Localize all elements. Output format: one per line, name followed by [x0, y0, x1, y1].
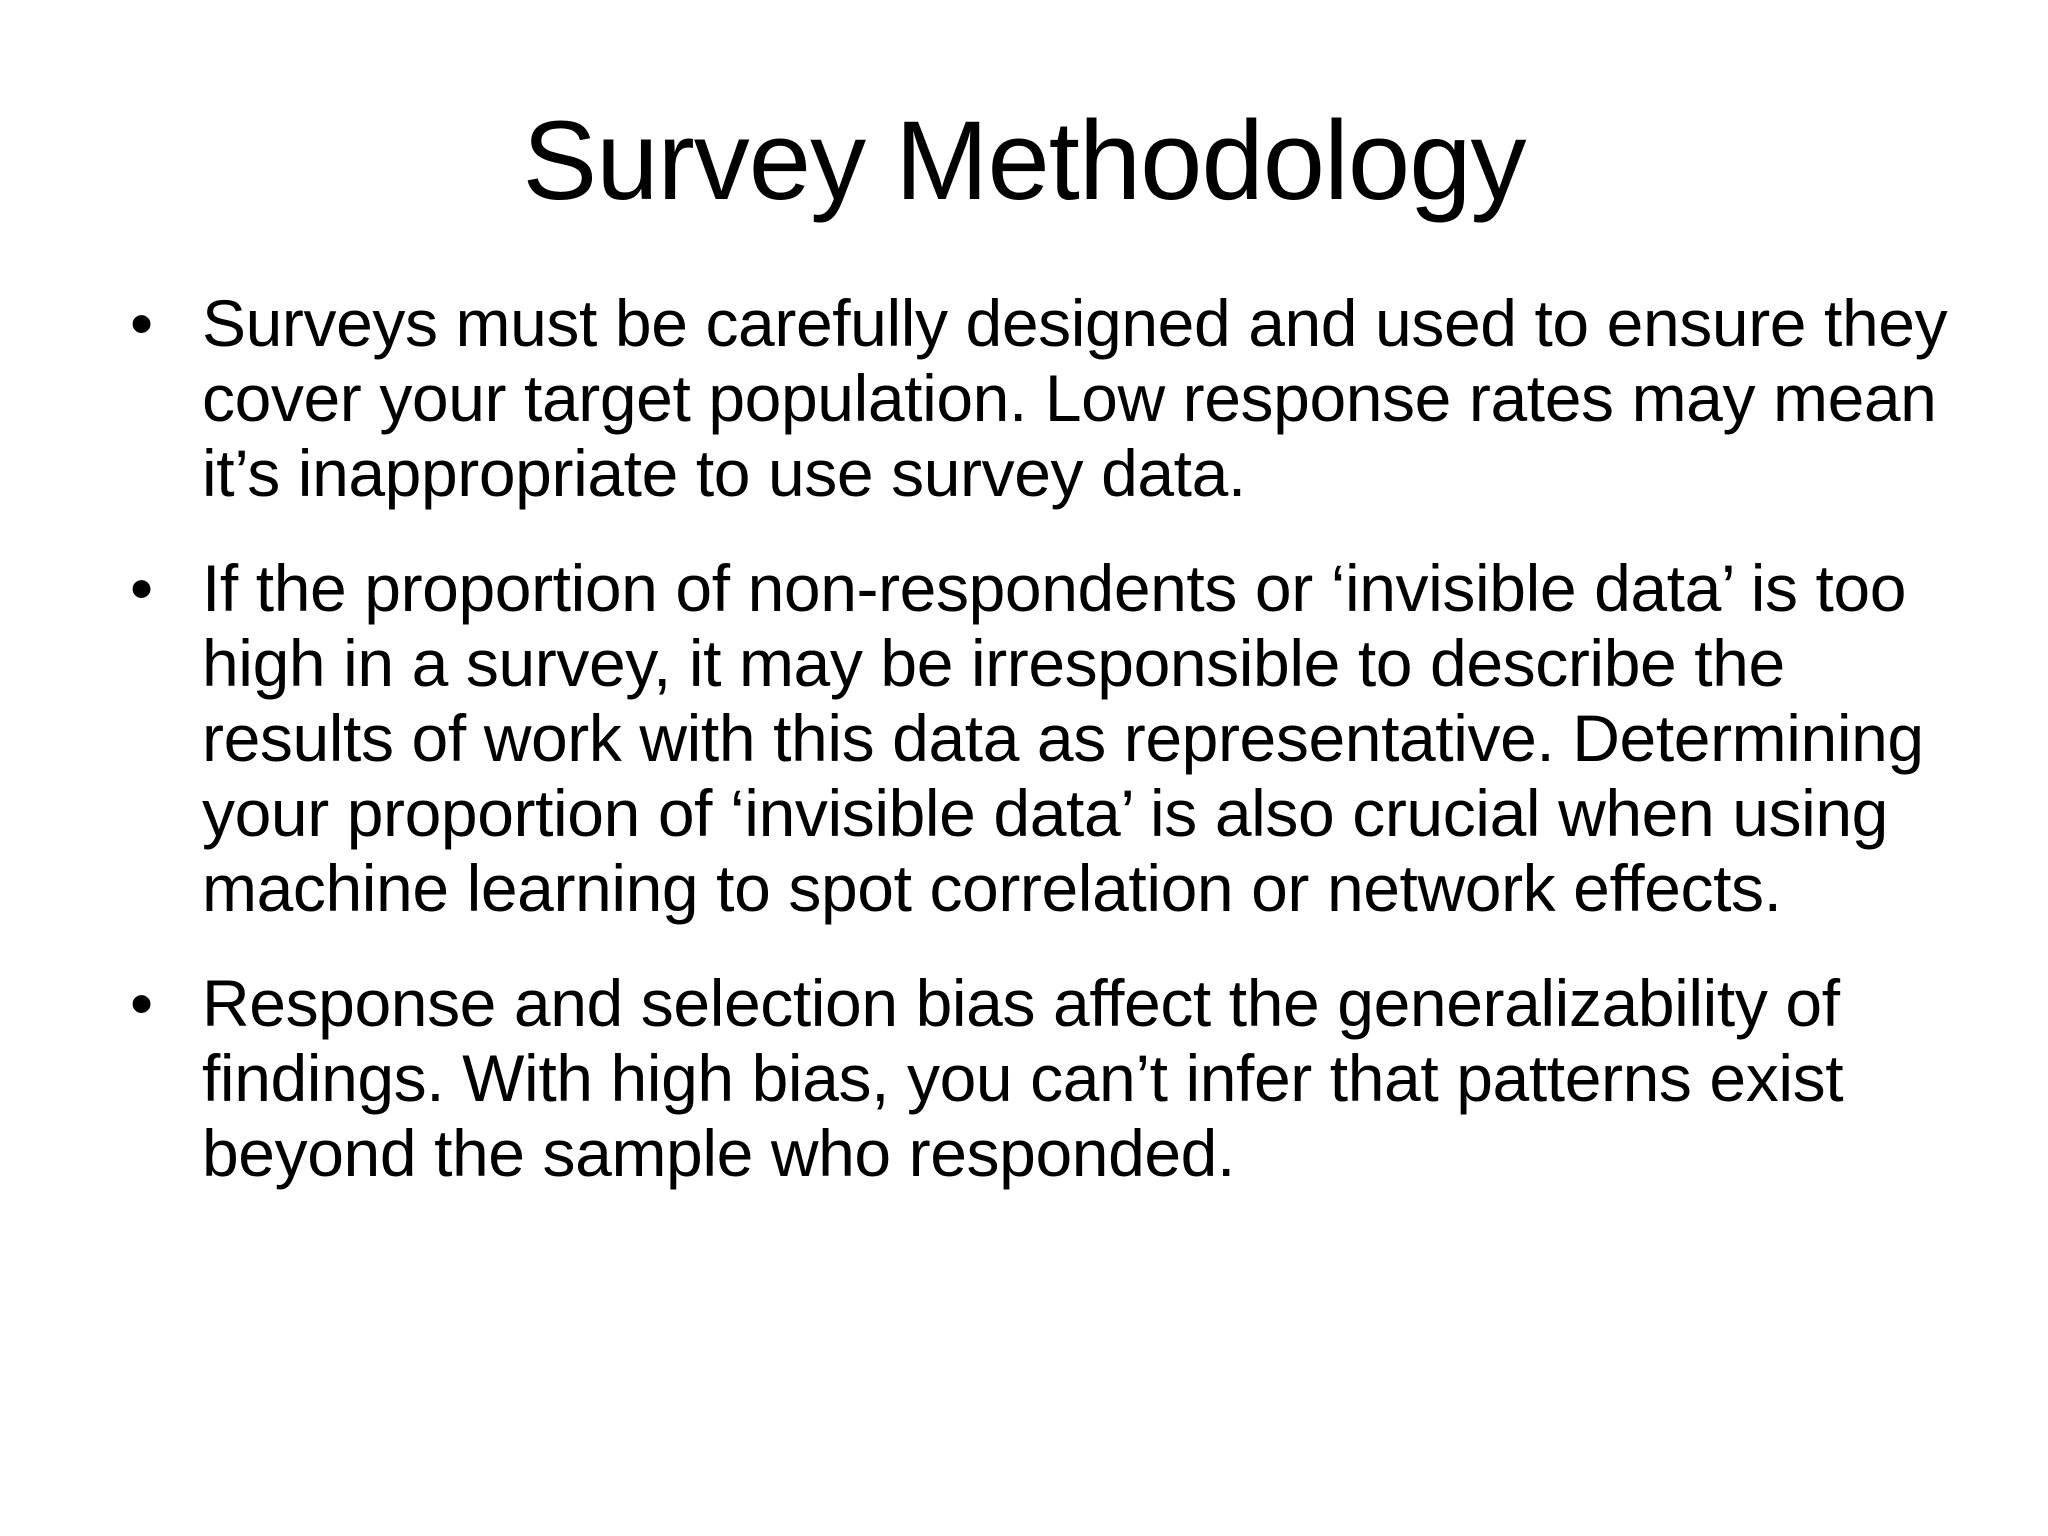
- bullet-text: Surveys must be carefully designed and used to ensure they cover your target population. Low response rates may mean it’s inappropriate to use survey data.: [202, 286, 1948, 510]
- slide-title: Survey Methodology: [522, 98, 1526, 223]
- bullet-list: [120, 286, 1950, 1231]
- bullet-text: If the proportion of non-respondents or ‘invisible data’ is too high in a survey, it may be irresponsible to describe the results of work with this data as representative. Determining your proportion of ‘invisible data’ is also crucial when using machine learning to spot correlation or network effects.: [202, 551, 1924, 925]
- bullet-item: [120, 551, 1950, 926]
- bullet-icon: •: [130, 966, 153, 1040]
- bullet-icon: •: [130, 551, 153, 625]
- bullet-item: [120, 286, 1950, 511]
- bullet-text: Response and selection bias affect the generalizability of findings. With high bias, you can’t infer that patterns exist beyond the sample who responded.: [202, 966, 1844, 1190]
- bullet-item: [120, 966, 1950, 1191]
- bullet-icon: •: [130, 286, 153, 360]
